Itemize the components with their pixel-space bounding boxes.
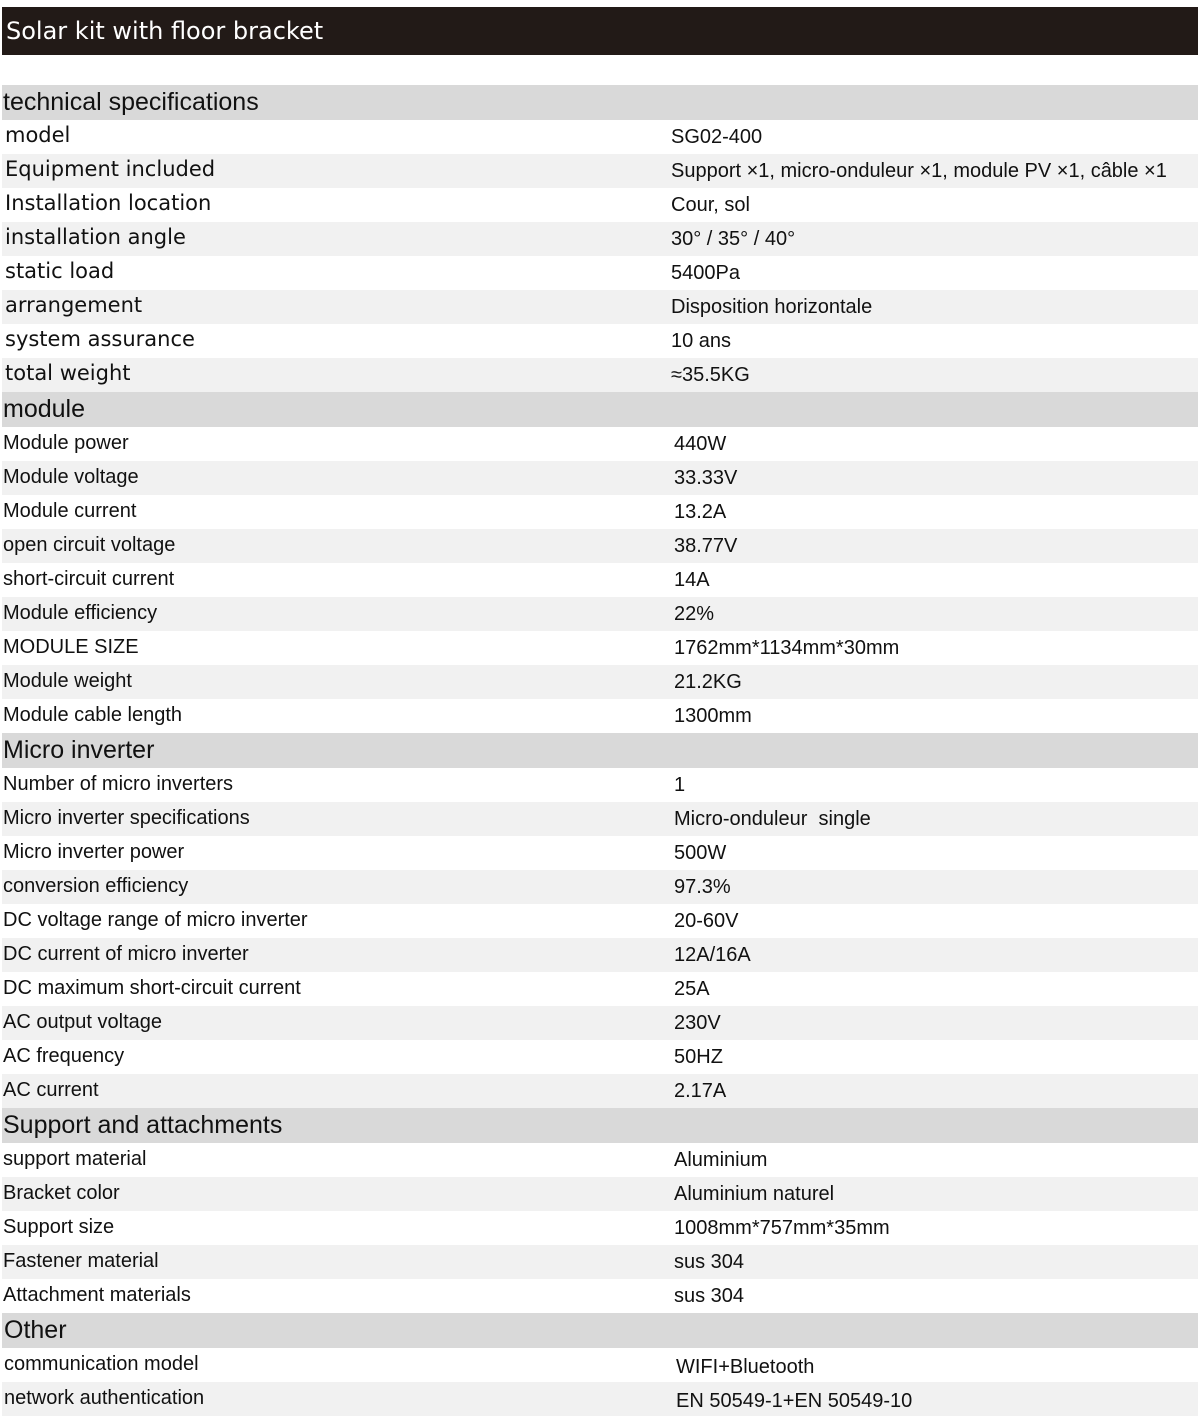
spec-label: short-circuit current: [3, 568, 175, 590]
section-support-and-attachments: [2, 1108, 1198, 1313]
section-heading: Support and attachments: [2, 1108, 1198, 1143]
spec-value: 1: [674, 774, 686, 796]
spec-row-bracket-color: [2, 1177, 1198, 1211]
spec-row-dc-voltage-range: [2, 904, 1198, 938]
spec-value: WIFI+Bluetooth: [676, 1356, 815, 1378]
spec-label: AC frequency: [3, 1045, 125, 1067]
spec-row-number-of-micro-inverters: [2, 768, 1198, 802]
spec-value: 25A: [674, 978, 710, 1000]
spec-label: Attachment materials: [3, 1284, 191, 1306]
spec-label: installation angle: [5, 225, 186, 249]
spec-label: Module voltage: [3, 466, 139, 488]
spec-value: 33.33V: [674, 467, 738, 489]
spec-label: total weight: [5, 361, 131, 385]
spec-row-micro-inverter-specifications: [2, 802, 1198, 836]
spec-value: 20-60V: [674, 910, 739, 932]
spec-row-dc-max-short-circuit-current: [2, 972, 1198, 1006]
spec-row-module-power: [2, 427, 1198, 461]
spec-label: DC voltage range of micro inverter: [3, 909, 308, 931]
spec-value: Aluminium naturel: [674, 1183, 835, 1205]
spec-value: 97.3%: [674, 876, 731, 898]
spec-label: static load: [5, 259, 115, 283]
spec-label: Micro inverter specifications: [3, 807, 250, 829]
section-heading: Other: [2, 1313, 1198, 1348]
spec-value: 21.2KG: [674, 671, 742, 693]
spec-value: sus 304: [674, 1251, 745, 1273]
spec-label: support material: [3, 1148, 147, 1170]
section-heading: module: [2, 392, 1198, 427]
spec-row-communication-model: [2, 1348, 1198, 1382]
spec-row-ac-current: [2, 1074, 1198, 1108]
spec-value: Micro-onduleur single: [674, 808, 871, 830]
spec-row-attachment-materials: [2, 1279, 1198, 1313]
spec-value: 14A: [674, 569, 710, 591]
spec-label: open circuit voltage: [3, 534, 176, 556]
spec-label: Fastener material: [3, 1250, 159, 1272]
spec-label: arrangement: [5, 293, 143, 317]
spec-label: Module efficiency: [3, 602, 158, 624]
spec-label: Module power: [3, 432, 129, 454]
spec-label: communication model: [4, 1353, 199, 1375]
spec-label: Module current: [3, 500, 137, 522]
spec-label: DC maximum short-circuit current: [3, 977, 301, 999]
spec-label: DC current of micro inverter: [3, 943, 249, 965]
spec-value: ≈35.5KG: [671, 364, 750, 386]
spec-label: AC current: [3, 1079, 99, 1101]
spec-label: model: [5, 123, 71, 147]
spec-row-module-efficiency: [2, 597, 1198, 631]
spec-label: Bracket color: [3, 1182, 120, 1204]
spec-row-model: [2, 120, 1198, 154]
spec-value: 1008mm*757mm*35mm: [674, 1217, 890, 1239]
spec-row-support-material: [2, 1143, 1198, 1177]
spec-value: 12A/16A: [674, 944, 751, 966]
spec-value: 22%: [674, 603, 715, 625]
spec-row-static-load: [2, 256, 1198, 290]
spec-row-ac-frequency: [2, 1040, 1198, 1074]
spec-row-open-circuit-voltage: [2, 529, 1198, 563]
spec-row-short-circuit-current: [2, 563, 1198, 597]
spec-value: 1300mm: [674, 705, 752, 727]
spec-value: 230V: [674, 1012, 721, 1034]
spec-value: 1762mm*1134mm*30mm: [674, 637, 900, 659]
spec-label: system assurance: [5, 327, 195, 351]
section-micro-inverter: [2, 733, 1198, 1108]
spec-label: Number of micro inverters: [3, 773, 234, 795]
spec-value: Aluminium: [674, 1149, 768, 1171]
spec-value: 30° / 35° / 40°: [671, 228, 796, 250]
spec-value: 38.77V: [674, 535, 738, 557]
spec-value: 50HZ: [674, 1046, 723, 1068]
spec-row-module-current: [2, 495, 1198, 529]
spec-label: MODULE SIZE: [3, 636, 139, 658]
spec-label: Support size: [3, 1216, 115, 1238]
spec-row-installation-angle: [2, 222, 1198, 256]
spec-value: 10 ans: [671, 330, 732, 352]
section-heading: Micro inverter: [2, 733, 1198, 768]
spec-label: Installation location: [5, 191, 212, 215]
spec-value: 5400Pa: [671, 262, 740, 284]
spec-value: Support ×1, micro-onduleur ×1, module PV ×1, câble ×1: [671, 160, 1167, 182]
spec-value: Cour, sol: [671, 194, 750, 216]
spec-value: 13.2A: [674, 501, 727, 523]
spec-table: [2, 85, 1198, 1416]
spec-row-module-size: [2, 631, 1198, 665]
spec-row-module-voltage: [2, 461, 1198, 495]
spec-row-conversion-efficiency: [2, 870, 1198, 904]
spec-row-total-weight: [2, 358, 1198, 392]
spec-row-dc-current: [2, 938, 1198, 972]
spec-row-module-weight: [2, 665, 1198, 699]
spec-row-micro-inverter-power: [2, 836, 1198, 870]
spec-row-installation-location: [2, 188, 1198, 222]
spec-label: Micro inverter power: [3, 841, 185, 863]
spec-value: 440W: [674, 433, 727, 455]
spec-label: Module cable length: [3, 704, 183, 726]
spec-label: network authentication: [4, 1387, 205, 1409]
page-title: Solar kit with floor bracket: [2, 7, 1198, 55]
spec-label: AC output voltage: [3, 1011, 162, 1033]
spec-value: Disposition horizontale: [671, 296, 873, 318]
spec-value: EN 50549-1+EN 50549-10: [676, 1390, 913, 1412]
spec-row-ac-output-voltage: [2, 1006, 1198, 1040]
spec-row-network-authentication: [2, 1382, 1198, 1416]
spec-value: 2.17A: [674, 1080, 727, 1102]
spec-value: 500W: [674, 842, 727, 864]
spec-value: sus 304: [674, 1285, 745, 1307]
spec-row-system-assurance: [2, 324, 1198, 358]
section-other: [2, 1313, 1198, 1416]
spec-value: SG02-400: [671, 126, 763, 148]
spec-label: Module weight: [3, 670, 132, 692]
spec-label: conversion efficiency: [3, 875, 189, 897]
section-heading: technical specifications: [2, 85, 1198, 120]
section-module: [2, 392, 1198, 733]
spec-row-arrangement: [2, 290, 1198, 324]
spec-row-support-size: [2, 1211, 1198, 1245]
spec-row-module-cable-length: [2, 699, 1198, 733]
spec-row-fastener-material: [2, 1245, 1198, 1279]
spec-label: Equipment included: [5, 157, 216, 181]
spec-row-equipment-included: [2, 154, 1198, 188]
section-technical-specifications: [2, 85, 1198, 392]
